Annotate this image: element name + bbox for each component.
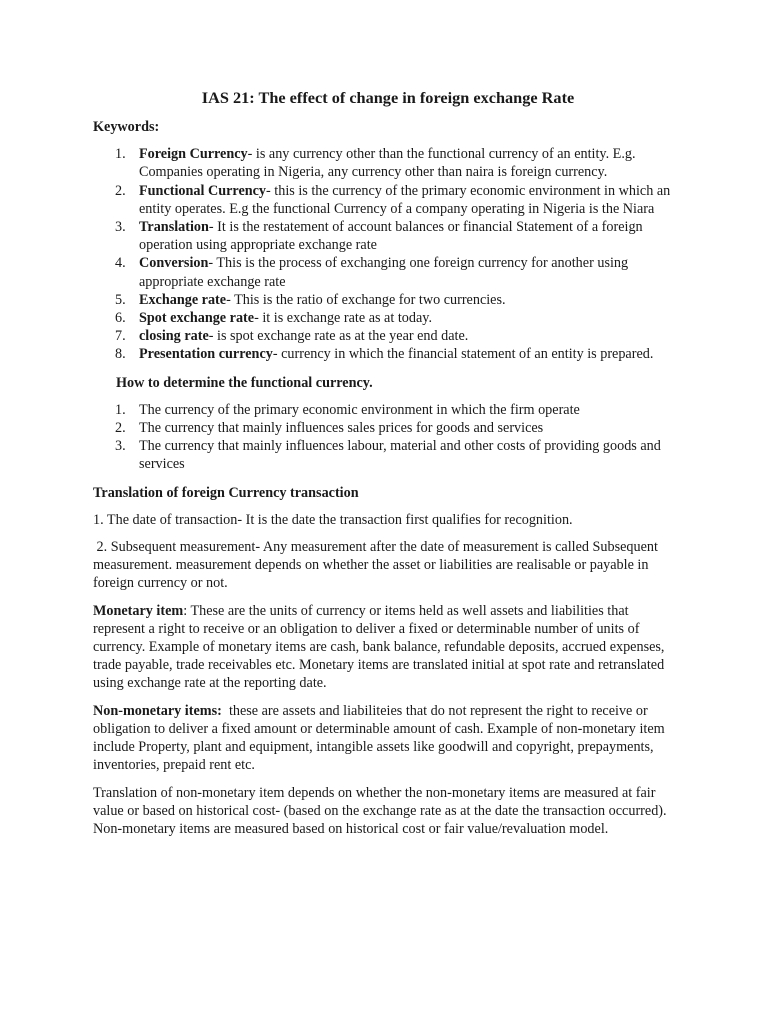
list-number: 2. (115, 420, 126, 437)
list-number: 3. (115, 219, 126, 236)
list-item-text: The currency that mainly influences sales prices for goods and services (139, 420, 544, 437)
paragraph-monetary-item (93, 602, 683, 693)
list-item (93, 327, 683, 345)
keyword-definition: - This is the ratio of exchange for two currencies. (226, 291, 506, 308)
list-item (93, 291, 683, 309)
list-item (93, 345, 683, 363)
keyword-definition: - currency in which the financial statement of an entity is prepared. (272, 346, 654, 363)
keyword-definition: - is spot exchange rate as at the year end date. (208, 328, 469, 345)
monetary-definition: : These are the units of currency or items held as well assets and liabilities that represent a right to receive or an obligation to deliver a fixed or determinable number of units of currency. Example of monetary items are cash, bank balance, refundable deposits, accrued expenses, trade payable, trade receivables etc. Monetary items are translated initial at spot rate and retranslated using exchange rate at the reporting date. (93, 602, 665, 692)
list-number: 2. (115, 182, 126, 199)
list-number: 5. (115, 291, 126, 308)
monetary-term: Monetary item (93, 602, 184, 619)
list-item-text: The currency of the primary economic environment in which the firm operate (139, 401, 580, 418)
paragraph-translation-non-monetary: Translation of non-monetary item depends on whether the non-monetary items are measured at fair value or based on historical cost- (based on the exchange rate as at the date the transaction occurred). Non-monetary items are measured based on historical cost or fair value/revaluation model. (93, 784, 667, 837)
keyword-term: Exchange rate (139, 291, 227, 308)
functional-currency-heading: How to determine the functional currency. (116, 374, 373, 391)
non-monetary-definition: these are assets and liabiliteies that do not represent the right to receive or obligation to deliver a fixed amount or determinable amount of cash. Example of non-monetary item include Property, plant and equipment, intangible assets like goodwill and copyright, prepayments, inventories, prepaid rent etc. (93, 702, 669, 774)
list-item (93, 145, 683, 181)
list-item-text: The currency that mainly influences labour, material and other costs of providing goods and services (139, 438, 661, 473)
list-item (93, 254, 683, 290)
keyword-definition: - this is the currency of the primary economic environment in which an entity operates. E.g the functional Currency of a company operating in Nigeria is the Niara (139, 182, 671, 217)
list-number: 7. (115, 328, 126, 345)
page-title: IAS 21: The effect of change in foreign exchange Rate (201, 88, 575, 107)
non-monetary-term: Non-monetary items: (93, 702, 222, 719)
translation-heading: Translation of foreign Currency transaction (93, 484, 359, 501)
list-item (93, 401, 683, 419)
list-item (93, 218, 683, 254)
list-number: 8. (115, 346, 126, 363)
keyword-term: Conversion (139, 255, 209, 272)
keyword-term: closing rate (139, 328, 209, 345)
paragraph-subsequent-measurement: 2. Subsequent measurement- Any measurement after the date of measurement is called Subsequent measurement. measurement depends on whether the asset or liabilities are realisable or payable in foreign currency or not. (93, 539, 662, 592)
keyword-definition: - is any currency other than the functional currency of an entity. E.g. Companies operating in Nigeria, any currency other than naira is foreign currency. (139, 146, 636, 181)
list-number: 3. (115, 438, 126, 455)
document-page (93, 88, 683, 847)
keyword-definition: - This is the process of exchanging one foreign currency for another using appropriate exchange rate (139, 255, 629, 290)
keyword-term: Functional Currency (139, 182, 267, 199)
list-item (93, 437, 683, 473)
keyword-definition: - It is the restatement of account balances or financial Statement of a foreign operation using appropriate exchange rate (139, 219, 643, 254)
list-item (93, 419, 683, 437)
keyword-term: Foreign Currency (139, 146, 248, 163)
list-number: 4. (115, 255, 126, 272)
paragraph-non-monetary-items (93, 702, 683, 775)
list-number: 1. (115, 146, 126, 163)
list-item (93, 182, 683, 218)
keywords-heading: Keywords: (93, 119, 160, 135)
keyword-definition: - it is exchange rate as at today. (254, 310, 432, 327)
keyword-term: Presentation currency (139, 346, 273, 363)
list-item (93, 309, 683, 327)
paragraph-date-of-transaction: 1. The date of transaction- It is the date the transaction first qualifies for recognition. (93, 511, 573, 528)
list-number: 1. (115, 401, 126, 418)
list-number: 6. (115, 310, 126, 327)
keywords-list (93, 145, 683, 363)
functional-currency-list (93, 401, 683, 474)
keyword-term: Translation (139, 219, 209, 236)
keyword-term: Spot exchange rate (139, 310, 255, 327)
